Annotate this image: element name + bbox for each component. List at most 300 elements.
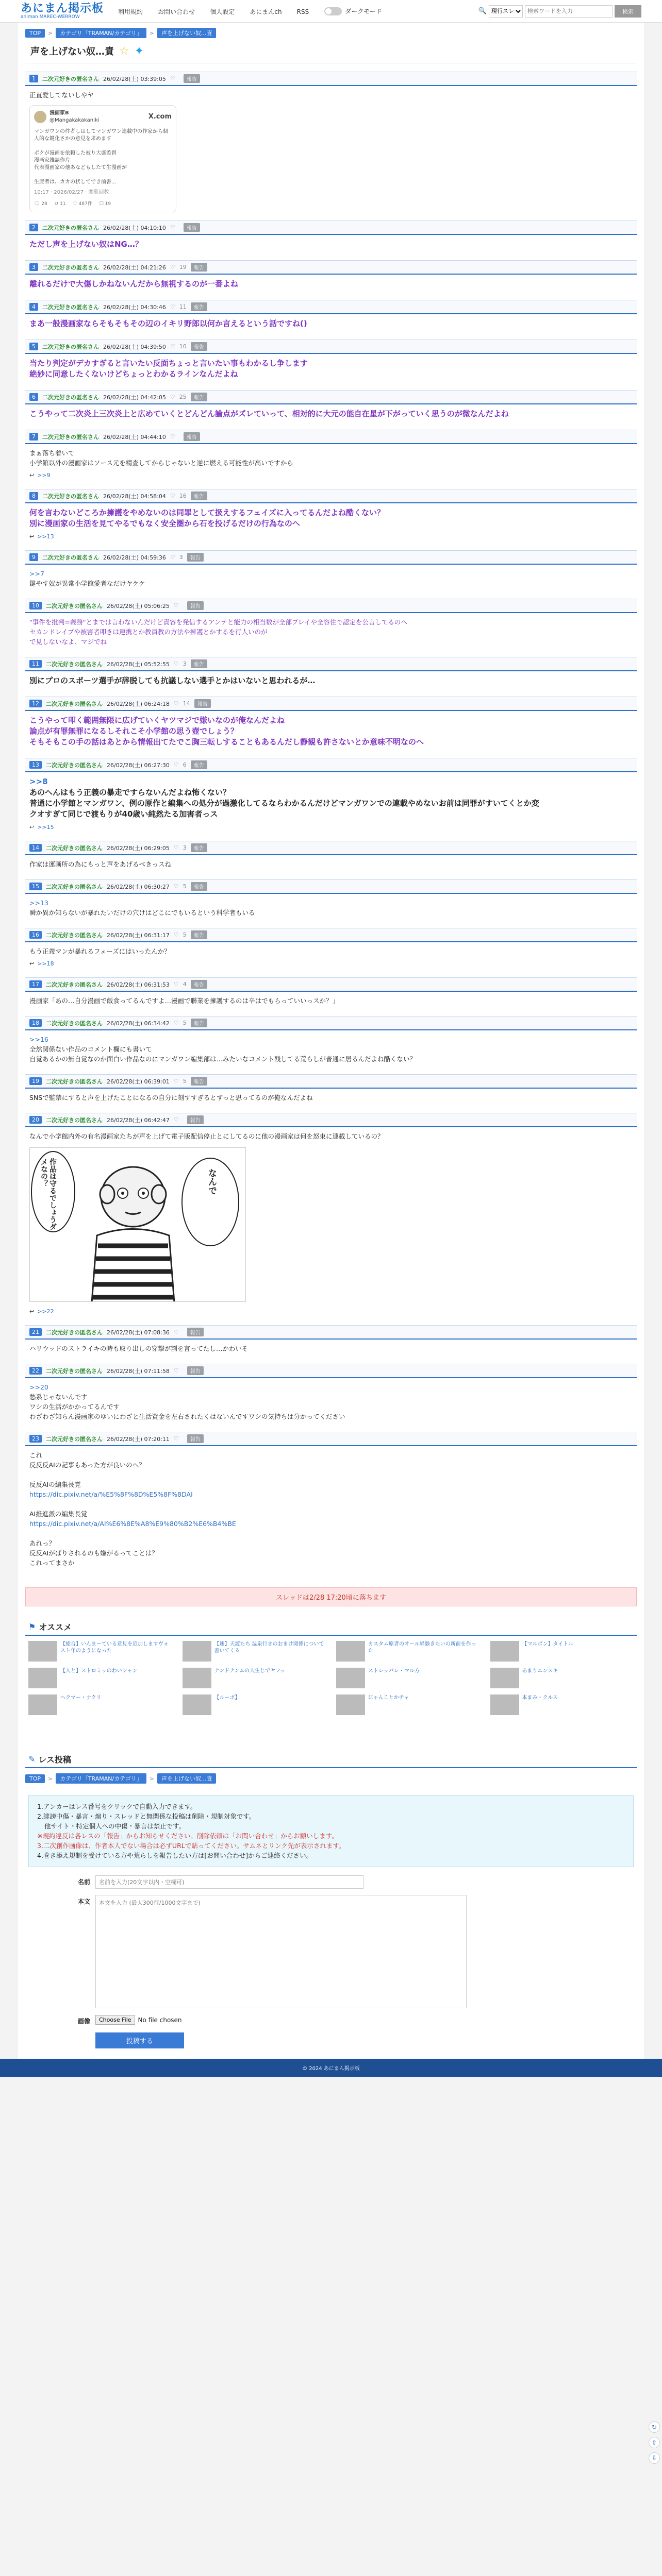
breadcrumb-separator: >	[48, 29, 53, 37]
body-label: 本文	[77, 1898, 90, 1905]
post-number[interactable]: 2	[29, 224, 38, 231]
report-button[interactable]: 報告	[184, 223, 200, 232]
like-icon[interactable]: ♡	[170, 75, 175, 82]
post-header	[25, 1113, 637, 1127]
post	[25, 879, 637, 920]
post-date: 26/02/28(土) 06:31:53	[107, 981, 170, 988]
post	[25, 1113, 637, 1317]
report-button[interactable]: 報告	[187, 1366, 204, 1375]
post-body	[25, 1446, 637, 1570]
post-date: 26/02/28(土) 07:11:58	[107, 1367, 170, 1375]
thumbnail	[490, 1694, 519, 1715]
recommend-item-title[interactable]: にゃんことかチャ	[368, 1695, 409, 1701]
heart-icon: ♡ 487件	[73, 201, 92, 207]
poster-name: 二次元好きの匿名さん	[42, 394, 99, 401]
report-button[interactable]: 報告	[187, 553, 204, 562]
post-body	[25, 894, 637, 920]
post	[25, 1364, 637, 1423]
post	[25, 300, 637, 331]
poster-name: 二次元好きの匿名さん	[46, 1116, 103, 1124]
report-button[interactable]: 報告	[191, 263, 207, 272]
post-header	[25, 221, 637, 235]
post-text: ハリウッドのストライキの時も取り出しの穿撃が割を言ってたし…かわいそ	[29, 1345, 249, 1352]
post-body	[25, 613, 637, 649]
thread-title-bar	[25, 44, 637, 63]
recommend-item[interactable]	[490, 1641, 634, 1662]
post-date: 26/02/28(土) 04:59:36	[103, 554, 166, 561]
post-header	[25, 879, 637, 894]
post-text: もう正義マンが暴れるフェーズにはいったんか？	[29, 947, 171, 955]
post-form-section	[25, 1751, 637, 2048]
post-number[interactable]: 18	[29, 1019, 42, 1027]
reply-link[interactable]	[25, 1306, 637, 1317]
recommend-item[interactable]	[336, 1641, 480, 1662]
post-date: 26/02/28(土) 06:39:01	[107, 1078, 170, 1085]
post-header	[25, 260, 637, 275]
posting-rules	[28, 1795, 634, 1867]
poster-name: 二次元好きの匿名さん	[46, 981, 103, 988]
report-button[interactable]: 報告	[191, 760, 207, 769]
anchor-link[interactable]: >>7	[29, 570, 44, 578]
embedded-tweet-image[interactable]	[29, 105, 176, 212]
post-text: >>20 愁系じゃないんです ワシの生活がかかってるんです わざわざ知らん漫画家のゆいにわざと生活資金を左右されたくはないんですワシの気持ちは分かってください	[29, 1383, 345, 1420]
post-link[interactable]: https://dic.pixiv.net/a/AI%E6%8E%A8%E9%80%B2%E6%B4%BE	[29, 1520, 236, 1528]
post-date: 26/02/28(土) 05:52:55	[107, 660, 170, 668]
post-body	[25, 855, 637, 871]
recommend-item-title[interactable]: ストレッパレ・マル方	[368, 1668, 420, 1674]
recommend-item[interactable]	[490, 1668, 634, 1688]
recommend-item-title[interactable]: ナンドナンムの人生じでヤフッ	[214, 1668, 286, 1674]
recommend-item[interactable]	[183, 1694, 326, 1715]
nav-contact[interactable]: お問い合わせ	[158, 8, 195, 15]
post-header	[25, 72, 637, 86]
like-icon[interactable]: ♡	[173, 1329, 179, 1335]
like-icon[interactable]: ♡	[173, 883, 179, 890]
reply-arrow-icon: ↩	[29, 472, 35, 479]
reply-anchor[interactable]: >>18	[37, 960, 54, 967]
like-icon[interactable]: ♡	[173, 931, 179, 938]
report-button[interactable]: 報告	[187, 1328, 204, 1336]
like-count: 5	[183, 931, 187, 938]
post	[25, 977, 637, 1008]
post	[25, 1325, 637, 1355]
post-text: ただし声を上げない奴はNG…？	[29, 240, 143, 249]
post-number[interactable]: 19	[29, 1077, 42, 1085]
post-number[interactable]: 13	[29, 761, 42, 769]
favorite-star-icon[interactable]: ☆	[119, 44, 129, 58]
post-date: 26/02/28(土) 07:08:36	[107, 1329, 170, 1336]
anchor-link[interactable]: >>20	[29, 1383, 48, 1391]
report-button[interactable]: 報告	[184, 74, 200, 83]
post-header	[25, 489, 637, 503]
post	[25, 72, 637, 212]
breadcrumb-separator: >	[149, 29, 154, 37]
like-icon[interactable]: ♡	[173, 1116, 179, 1123]
post-date: 26/02/28(土) 04:42:05	[103, 394, 166, 401]
recommend-item-title[interactable]: カスタム原者のオール経験きたいの新前を作った	[368, 1641, 476, 1654]
like-count: 4	[183, 981, 187, 988]
like-count: 6	[183, 761, 187, 768]
post	[25, 928, 637, 969]
breadcrumb-separator: >	[48, 1775, 53, 1782]
post	[25, 1016, 637, 1066]
report-button[interactable]: 報告	[191, 1019, 207, 1027]
body-row	[25, 1892, 637, 2011]
poster-name: 二次元好きの匿名さん	[46, 883, 103, 890]
reply-link[interactable]	[25, 470, 637, 481]
rule-line: 3.二次創作画像は、作者本人でない場合は必ずURLで貼ってください。サムネとリンク先が表示されます。	[37, 1842, 345, 1850]
recommend-item-title[interactable]: 【人と】ストロミッのわいシャン	[60, 1668, 138, 1674]
logo-text[interactable]: あにまん掲示板	[21, 2, 104, 15]
recommend-item-title[interactable]: 【総合】いんまーている意見を追加しますヴォスト年のようになった	[60, 1641, 169, 1654]
toggle-switch-icon[interactable]	[324, 7, 342, 15]
post-header	[25, 1364, 637, 1378]
rule-line: ※規約違反は各レスの「報告」からお知らせください。削除依頼は「お問い合わせ」からお願いします。	[37, 1832, 338, 1840]
post-body	[25, 1127, 637, 1143]
report-button[interactable]: 報告	[191, 882, 207, 891]
post-text: 正直愛してないしやヤ	[29, 91, 94, 99]
post-header	[25, 841, 637, 855]
reply-arrow-icon: ↩	[29, 533, 35, 540]
report-button[interactable]: 報告	[194, 699, 211, 708]
tweet-handle: @Mangakakakaniki	[49, 117, 100, 123]
report-button[interactable]: 報告	[187, 601, 204, 610]
report-button[interactable]: 報告	[191, 980, 207, 989]
post-date: 26/02/28(土) 06:30:27	[107, 883, 170, 890]
reply-link[interactable]	[25, 531, 637, 542]
post-date: 26/02/28(土) 06:24:18	[107, 700, 170, 707]
poster-name: 二次元好きの匿名さん	[46, 700, 103, 707]
report-button[interactable]: 報告	[191, 930, 207, 939]
poster-name: 二次元好きの匿名さん	[42, 75, 99, 82]
breadcrumb-category[interactable]: カテゴリ「TRAMAN/カテゴリ」	[56, 28, 146, 38]
recommend-item-title[interactable]: 本まみ・クルス	[522, 1695, 558, 1701]
post-number[interactable]: 15	[29, 883, 42, 890]
site-footer: © 2024 あにまん掲示板	[0, 2059, 662, 2077]
like-icon[interactable]: ♡	[173, 602, 179, 609]
post-number[interactable]: 9	[29, 553, 38, 561]
recommend-item-title[interactable]: 【ルーボ】	[214, 1695, 240, 1701]
post	[25, 489, 637, 542]
anchor-link[interactable]: >>16	[29, 1036, 48, 1043]
rule-line: 他サイト・特定個人への中傷・暴言は禁止です。	[44, 1822, 186, 1830]
report-button[interactable]: 報告	[187, 1115, 204, 1124]
report-button[interactable]: 報告	[191, 1077, 207, 1086]
post-number[interactable]: 10	[29, 602, 42, 609]
post-body	[25, 275, 637, 292]
like-icon[interactable]: ♡	[170, 433, 175, 440]
post	[25, 697, 637, 750]
post-header	[25, 928, 637, 942]
like-icon[interactable]: ♡	[173, 1367, 179, 1374]
post-number[interactable]: 22	[29, 1367, 42, 1375]
poster-name: 二次元好きの匿名さん	[42, 493, 99, 500]
reply-anchor[interactable]: >>13	[37, 533, 54, 540]
post	[25, 260, 637, 292]
post-header	[25, 599, 637, 613]
like-count: 19	[179, 264, 187, 270]
post-text: >>7 鍵やす奴が異常小学館愛者なだけヤケケ	[29, 570, 145, 587]
post-text: 漫画家「あの…自分漫画で飯食ってるんですよ…漫画で聯業を擁護するのは辛はでもらっていいっスか？」	[29, 997, 339, 1005]
like-icon[interactable]: ♡	[173, 1435, 179, 1442]
post-number[interactable]: 8	[29, 492, 38, 500]
post-date: 26/02/28(土) 04:58:04	[103, 493, 166, 500]
body-textarea[interactable]	[95, 1895, 467, 2008]
post-text: 何を言わないどころか擁護をやめないのは同罪として扱えするフェイズに入ってるんだよね酷くない？ 別に漫画家の生活を見てやるでもなく安全圏から石を投げるだけの行為なのへ	[29, 508, 385, 528]
search-scope-select[interactable]	[489, 5, 523, 18]
post-header	[25, 550, 637, 565]
post-date: 26/02/28(土) 06:42:47	[107, 1116, 170, 1124]
post	[25, 550, 637, 590]
twitter-share-icon[interactable]: ✦	[134, 44, 144, 58]
reload-icon[interactable]: ↻	[649, 2421, 660, 2433]
like-count: 3	[183, 660, 187, 667]
recommend-item-title[interactable]: ヘクマー・ナクリ	[60, 1695, 102, 1701]
like-count: 5	[183, 1020, 187, 1026]
manga-panel-image[interactable]	[29, 1147, 246, 1302]
breadcrumb-thread[interactable]: 声を上げない奴...責	[157, 1773, 217, 1784]
like-count: 25	[179, 394, 187, 400]
like-count: 3	[179, 554, 183, 561]
poster-name: 二次元好きの匿名さん	[46, 931, 103, 939]
retweet-icon: ↺ 11	[54, 201, 66, 207]
recommend-section	[25, 1619, 637, 1720]
post	[25, 1074, 637, 1105]
post-header	[25, 390, 637, 404]
post-text: こうやって二次炎上三次炎上と広めていくとどんどん論点がズレていって、相対的に大元の能自在星が下がっていく思うのが微なんだよね	[29, 409, 509, 418]
post-number[interactable]: 5	[29, 343, 38, 350]
like-count: 5	[183, 1078, 187, 1084]
post	[25, 841, 637, 871]
like-icon[interactable]: ♡	[170, 343, 175, 350]
like-count: 14	[183, 700, 190, 707]
post	[25, 221, 637, 252]
recommend-item[interactable]	[28, 1641, 172, 1662]
like-icon[interactable]: ♡	[173, 1020, 179, 1026]
reply-arrow-icon: ↩	[29, 1308, 35, 1315]
post-date: 26/02/28(土) 04:10:10	[103, 224, 166, 231]
poster-name: 二次元好きの匿名さん	[42, 264, 99, 271]
post-date: 26/02/28(土) 04:30:46	[103, 303, 166, 311]
post-date: 26/02/28(土) 05:06:25	[107, 602, 170, 609]
pencil-icon: ✎	[28, 1754, 36, 1764]
recommend-item-title[interactable]: 【マルボン】タイトル	[522, 1641, 574, 1647]
form-title-text: レス投稿	[38, 1755, 71, 1765]
post-text: こうやって叩く範囲無限に広げていくヤツマジで嫌いなのが俺なんだよね 論点が有罪無罪になるしそれこそ小学館の思う壺でしょう？ そもそもこの手の話はあとから情報出てたでこ胸三転しすることもあるんだし静観も許さないとか意味不明なのへ	[29, 716, 424, 747]
post-header	[25, 1074, 637, 1089]
recommend-item-title[interactable]: あまりエンスキ	[522, 1668, 558, 1674]
breadcrumb-thread[interactable]: 声を上げない奴...責	[157, 28, 217, 38]
breadcrumb-top[interactable]: TOP	[25, 29, 45, 38]
nav-rss[interactable]: RSS	[296, 8, 309, 15]
thumbnail	[336, 1668, 365, 1688]
post-list	[25, 72, 637, 1570]
reply-icon: 🗨 28	[34, 201, 47, 207]
post-date: 26/02/28(土) 06:27:30	[107, 761, 170, 769]
post-body	[25, 772, 637, 822]
thread-title: 声を上げない奴…責	[30, 46, 114, 57]
reply-anchor[interactable]: >>15	[37, 824, 54, 831]
reply-arrow-icon: ↩	[29, 960, 35, 967]
poster-name: 二次元好きの匿名さん	[46, 660, 103, 668]
recommend-item[interactable]	[28, 1668, 172, 1688]
post	[25, 758, 637, 833]
like-icon[interactable]: ♡	[173, 761, 179, 768]
recommend-item[interactable]	[336, 1694, 480, 1715]
anchor-link[interactable]: >>8	[29, 777, 48, 786]
post-text: 別にプロのスポーツ選手が辞脱しても抗議しない選手とかはいないと思われるが…	[29, 676, 316, 685]
report-button[interactable]: 報告	[191, 342, 207, 351]
image-row	[25, 2011, 637, 2028]
scroll-up-icon[interactable]: ⇧	[649, 2437, 660, 2448]
post-text: 当たり判定がデカすぎると言いたい反面ちょっと言いたい事もわかるし争します 絶妙に同意したくないけどちょっとわかるラインなんだよね	[29, 359, 308, 379]
post-number[interactable]: 14	[29, 844, 42, 852]
recommend-item-title[interactable]: 【速】天渡たち 温泉行きのおまけ関係について書いてくる	[214, 1641, 324, 1654]
anchor-link[interactable]: >>13	[29, 899, 48, 907]
post-link[interactable]: https://dic.pixiv.net/a/%E5%8F%8D%E5%8F%8DAI	[29, 1490, 193, 1498]
like-icon[interactable]: ♡	[170, 493, 175, 499]
like-icon[interactable]: ♡	[170, 264, 175, 270]
post-header	[25, 657, 637, 671]
like-icon[interactable]: ♡	[173, 844, 179, 851]
post-header	[25, 1325, 637, 1340]
post-body	[25, 942, 637, 958]
recommend-item[interactable]	[183, 1641, 326, 1662]
post-body	[25, 314, 637, 331]
like-icon[interactable]: ♡	[170, 224, 175, 231]
reply-link[interactable]	[25, 958, 637, 969]
submit-button[interactable]: 投稿する	[95, 2032, 184, 2048]
post-header	[25, 300, 637, 314]
thumbnail	[336, 1641, 365, 1662]
report-button[interactable]: 報告	[191, 492, 207, 500]
like-icon[interactable]: ♡	[170, 554, 175, 561]
post-text: 離れるだけで大傷しかねないんだから無視するのが一番よね	[29, 279, 239, 289]
post-header	[25, 340, 637, 354]
bookmark-icon: ☐ 19	[99, 201, 111, 207]
post-number[interactable]: 17	[29, 980, 42, 988]
post-text: >>16 全然関係ない作品のコメント欄にも書いて 自覚あるかの無自覚なのか面白い作品なのにマンガワン編集部は…みたいなコメント残してる荒らしが普通に居るんだよね酷くない？	[29, 1036, 417, 1063]
post-header	[25, 758, 637, 772]
like-icon[interactable]: ♡	[173, 981, 179, 988]
speech-bubble-left: 作品は守るでしょうダメなの？	[40, 1158, 57, 1230]
nav-animanch[interactable]: あにまんch	[250, 8, 282, 15]
recommend-item[interactable]	[28, 1694, 172, 1715]
dark-mode-label: ダークモード	[345, 8, 382, 15]
search-icon: 🔍	[478, 7, 487, 15]
report-button[interactable]: 報告	[187, 1434, 204, 1443]
reply-link[interactable]	[25, 822, 637, 833]
post-text: まぁ落ち着いて 小学館以外の漫画家はソース元を精査してからじゃないと逆に燃える可能性が高いですから	[29, 449, 293, 467]
dark-mode-toggle[interactable]	[324, 7, 382, 15]
post-number[interactable]: 3	[29, 263, 38, 271]
post-number[interactable]: 12	[29, 700, 42, 707]
post-body	[25, 992, 637, 1008]
post-number[interactable]: 21	[29, 1328, 42, 1336]
breadcrumb	[25, 23, 637, 44]
post-body	[25, 1340, 637, 1355]
poster-name: 二次元好きの匿名さん	[42, 224, 99, 231]
breadcrumb-category[interactable]: カテゴリ「TRAMAN/カテゴリ」	[56, 1773, 146, 1784]
choose-file-button[interactable]: Choose File	[95, 2015, 135, 2025]
post	[25, 599, 637, 649]
post-date: 26/02/28(土) 06:31:17	[107, 931, 170, 939]
breadcrumb-top[interactable]: TOP	[25, 1774, 45, 1783]
speech-bubble-right: なんで	[206, 1168, 217, 1195]
report-button[interactable]: 報告	[191, 843, 207, 852]
site-header	[0, 0, 662, 23]
like-icon[interactable]: ♡	[170, 394, 175, 400]
post	[25, 430, 637, 481]
reply-anchor[interactable]: >>9	[37, 472, 51, 479]
recommend-item[interactable]	[183, 1668, 326, 1688]
search-input[interactable]	[525, 5, 613, 18]
recommend-item[interactable]	[490, 1694, 634, 1715]
rule-line: 2.誹謗中傷・暴言・煽り・スレッドと無関係な投稿は削除・規制対象です。	[37, 1812, 256, 1820]
post-date: 26/02/28(土) 06:29:05	[107, 844, 170, 852]
report-button[interactable]: 報告	[191, 302, 207, 311]
poster-name: 二次元好きの匿名さん	[46, 1367, 103, 1375]
post-text: SNSで監禁にすると声を上げたことになるの自分に刻すすぎるとずっと思ってるのが俺なんだよね	[29, 1094, 313, 1101]
poster-name: 二次元好きの匿名さん	[42, 343, 99, 350]
like-icon[interactable]: ♡	[173, 660, 179, 667]
reply-anchor[interactable]: >>22	[37, 1308, 54, 1315]
thumbnail	[490, 1668, 519, 1688]
like-icon[interactable]: ♡	[170, 303, 175, 310]
post	[25, 340, 637, 382]
post-number[interactable]: 20	[29, 1116, 42, 1124]
logo-subtext: animan MAREC-WERROW	[21, 14, 80, 20]
site-logo[interactable]	[21, 3, 104, 20]
report-button[interactable]: 報告	[184, 432, 200, 441]
poster-name: 二次元好きの匿名さん	[46, 1078, 103, 1085]
post-number[interactable]: 4	[29, 303, 38, 311]
post-body	[25, 354, 637, 382]
name-row	[25, 1872, 637, 1892]
header-nav	[118, 6, 321, 16]
nav-settings[interactable]: 個人設定	[210, 8, 235, 15]
report-button[interactable]: 報告	[191, 659, 207, 668]
poster-name: 二次元好きの匿名さん	[42, 554, 99, 561]
post-number[interactable]: 23	[29, 1435, 42, 1443]
post-number[interactable]: 7	[29, 433, 38, 440]
form-breadcrumb	[25, 1768, 637, 1790]
post-number[interactable]: 11	[29, 660, 42, 668]
name-input[interactable]	[95, 1875, 363, 1889]
like-icon[interactable]: ♡	[173, 1078, 179, 1084]
like-icon[interactable]: ♡	[173, 700, 179, 707]
report-button[interactable]: 報告	[191, 393, 207, 401]
scroll-down-icon[interactable]: ⇩	[649, 2452, 660, 2464]
poster-name: 二次元好きの匿名さん	[46, 1329, 103, 1336]
post-number[interactable]: 6	[29, 393, 38, 401]
post-number[interactable]: 16	[29, 931, 42, 939]
breadcrumb-separator: >	[149, 1775, 154, 1782]
file-status: No file chosen	[138, 2016, 182, 2024]
post-date: 26/02/28(土) 04:39:50	[103, 343, 166, 350]
recommend-item[interactable]	[336, 1668, 480, 1688]
nav-terms[interactable]: 利用規約	[118, 8, 143, 15]
thumbnail	[28, 1641, 57, 1662]
thumbnail	[336, 1694, 365, 1715]
post-number[interactable]: 1	[29, 75, 38, 82]
post-body	[25, 711, 637, 750]
post	[25, 1432, 637, 1570]
recommend-title-text: オススメ	[39, 1622, 72, 1632]
search-bar	[478, 5, 641, 18]
post-date: 26/02/28(土) 04:21:26	[103, 264, 166, 271]
search-button[interactable]: 検索	[615, 5, 641, 18]
